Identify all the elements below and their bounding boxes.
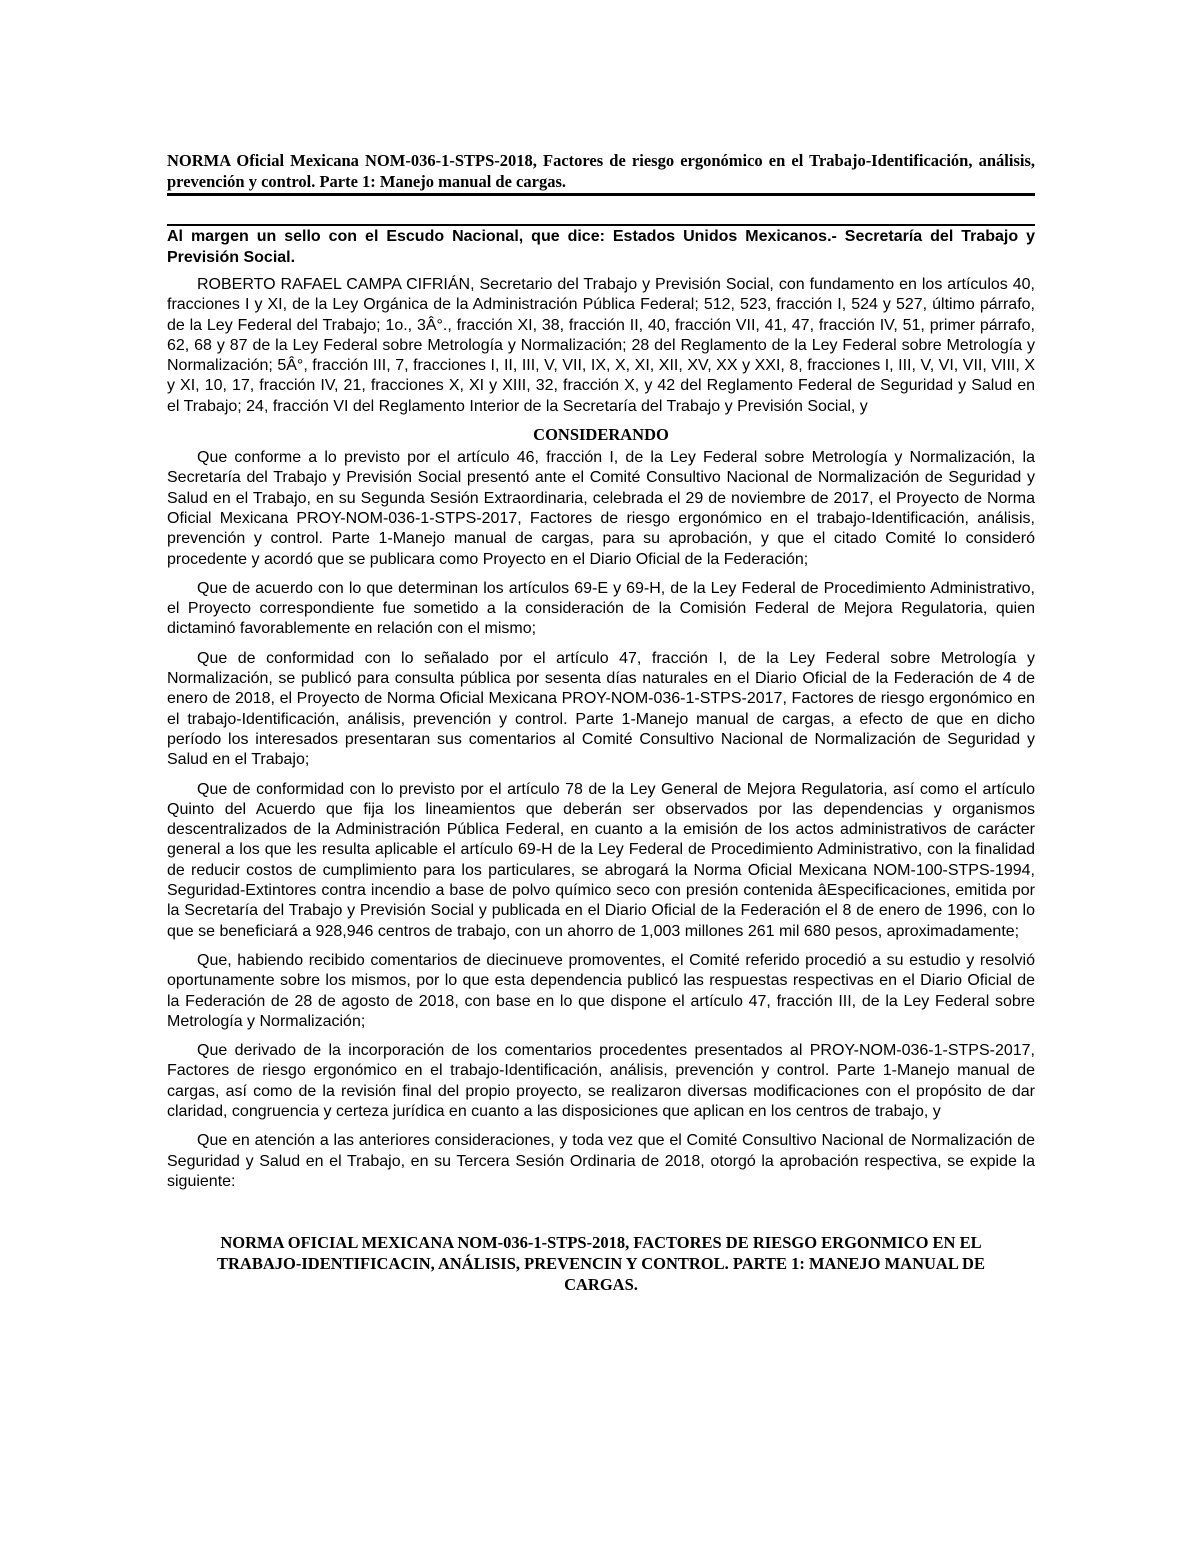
considerando-paragraph-7: Que en atención a las anteriores consideraciones, y toda vez que el Comité Consultivo Nacional de Normalización de Seguridad y Salud en el Trabajo, en su Tercera Sesión Ordinaria de 2018, otorgó la aprobación respectiva, se expide la siguiente: [167, 1132, 1035, 1190]
preamble-seal-text: Al margen un sello con el Escudo Nacional, que dice: Estados Unidos Mexicanos.- Secretaría del Trabajo y Previsión Social. [167, 224, 1035, 268]
norm-title: NORMA OFICIAL MEXICANA NOM-036-1-STPS-2018, FACTORES DE RIESGO ERGONMICO EN EL TRABAJO-IDENTIFICACIN, ANÁLISIS, PREVENCIN Y CONTROL. PARTE 1: MANEJO MANUAL DE CARGAS. [217, 1233, 985, 1295]
considerando-paragraph-3: Que de conformidad con lo señalado por el artículo 47, fracción I, de la Ley Federal sobre Metrología y Normalización, se publicó para consulta pública por sesenta días naturales en el Diario Oficial de la Federación de 4 de enero de 2018, el Proyecto de Norma Oficial Mexicana PROY-NOM-036-1-STPS-2017, Factores de riesgo ergonómico en el trabajo-Identificación, análisis, prevención y control. Parte 1-Manejo manual de cargas, a efecto de que en dicho período los interesados presentaran sus comentarios al Comité Consultivo Nacional de Normalización de Seguridad y Salud en el Trabajo; [167, 649, 1035, 769]
document-header-title: NORMA Oficial Mexicana NOM-036-1-STPS-2018, Factores de riesgo ergonómico en el Trabajo-Identificación, análisis, prevención y control. Parte 1: Manejo manual de cargas. [167, 150, 1035, 196]
considerando-paragraph-5: Que, habiendo recibido comentarios de diecinueve promoventes, el Comité referido procedió a su estudio y resolvió oportunamente sobre los mismos, por lo que esta dependencia publicó las respuestas respectivas en el Diario Oficial de la Federación de 28 de agosto de 2018, con base en lo que dispone el artículo 47, fracción III, de la Ley Federal sobre Metrología y Normalización; [167, 951, 1035, 1030]
document-body [167, 150, 1035, 1295]
intro-paragraph: ROBERTO RAFAEL CAMPA CIFRIÁN, Secretario del Trabajo y Previsión Social, con fundamento en los artículos 40, fracciones I y XI, de la Ley Orgánica de la Administración Pública Federal; 512, 523, fracción I, 524 y 527, último párrafo, de la Ley Federal del Trabajo; 1o., 3Â°., fracción XI, 38, fracción II, 40, fracción VII, 41, 47, fracción IV, 51, primer párrafo, 62, 68 y 87 de la Ley Federal sobre Metrología y Normalización; 28 del Reglamento de la Ley Federal sobre Metrología y Normalización; 5Â°, fracción III, 7, fracciones I, II, III, V, VII, IX, X, XI, XII, XV, XX y XXI, 8, fracciones I, III, V, VI, VII, VIII, X y XI, 10, 17, fracción IV, 21, fracciones X, XI y XIII, 32, fracción X, y 42 del Reglamento Federal de Seguridad y Salud en el Trabajo; 24, fracción VI del Reglamento Interior de la Secretaría del Trabajo y Previsión Social, y [167, 276, 1035, 415]
considerando-heading: CONSIDERANDO [533, 425, 669, 445]
considerando-paragraph-2: Que de acuerdo con lo que determinan los artículos 69-E y 69-H, de la Ley Federal de Procedimiento Administrativo, el Proyecto correspondiente fue sometido a la consideración de la Comisión Federal de Mejora Regulatoria, quien dictaminó favorablemente en relación con el mismo; [167, 579, 1035, 638]
considerando-paragraph-4: Que de conformidad con lo previsto por el artículo 78 de la Ley General de Mejora Regulatoria, así como el artículo Quinto del Acuerdo que fija los lineamientos que deberán ser observados por las dependencias y organismos descentralizados de la Administración Pública Federal, en cuanto a la emisión de los actos administrativos de carácter general a los que les resulta aplicable el artículo 69-H de la Ley Federal de Procedimiento Administrativo, con la finalidad de reducir costos de cumplimiento para los particulares, se abrogará la Norma Oficial Mexicana NOM-100-STPS-1994, Seguridad-Extintores contra incendio a base de polvo químico seco con presión contenida âEspecificaciones, emitida por la Secretaría del Trabajo y Previsión Social y publicada en el Diario Oficial de la Federación el 8 de enero de 1996, con lo que se beneficiará a 928,946 centros de trabajo, con un ahorro de 1,003 millones 261 mil 680 pesos, aproximadamente; [167, 780, 1035, 940]
considerando-paragraph-1: Que conforme a lo previsto por el artículo 46, fracción I, de la Ley Federal sobre Metrología y Normalización, la Secretaría del Trabajo y Previsión Social presentó ante el Comité Consultivo Nacional de Normalización de Seguridad y Salud en el Trabajo, en su Segunda Sesión Extraordinaria, celebrada el 29 de noviembre de 2017, el Proyecto de Norma Oficial Mexicana PROY-NOM-036-1-STPS-2017, Factores de riesgo ergonómico en el trabajo-Identificación, análisis, prevención y control. Parte 1-Manejo manual de cargas, para su aprobación, y que el citado Comité lo consideró procedente y acordó que se publicara como Proyecto en el Diario Oficial de la Federación; [167, 449, 1035, 568]
considerando-paragraph-6: Que derivado de la incorporación de los comentarios procedentes presentados al PROY-NOM-036-1-STPS-2017, Factores de riesgo ergonómico en el trabajo-Identificación, análisis, prevención y control. Parte 1-Manejo manual de cargas, así como de la revisión final del propio proyecto, se realizaron diversas modificaciones con el propósito de dar claridad, congruencia y certeza jurídica en cuanto a las disposiciones que aplican en los centros de trabajo, y [167, 1042, 1035, 1120]
